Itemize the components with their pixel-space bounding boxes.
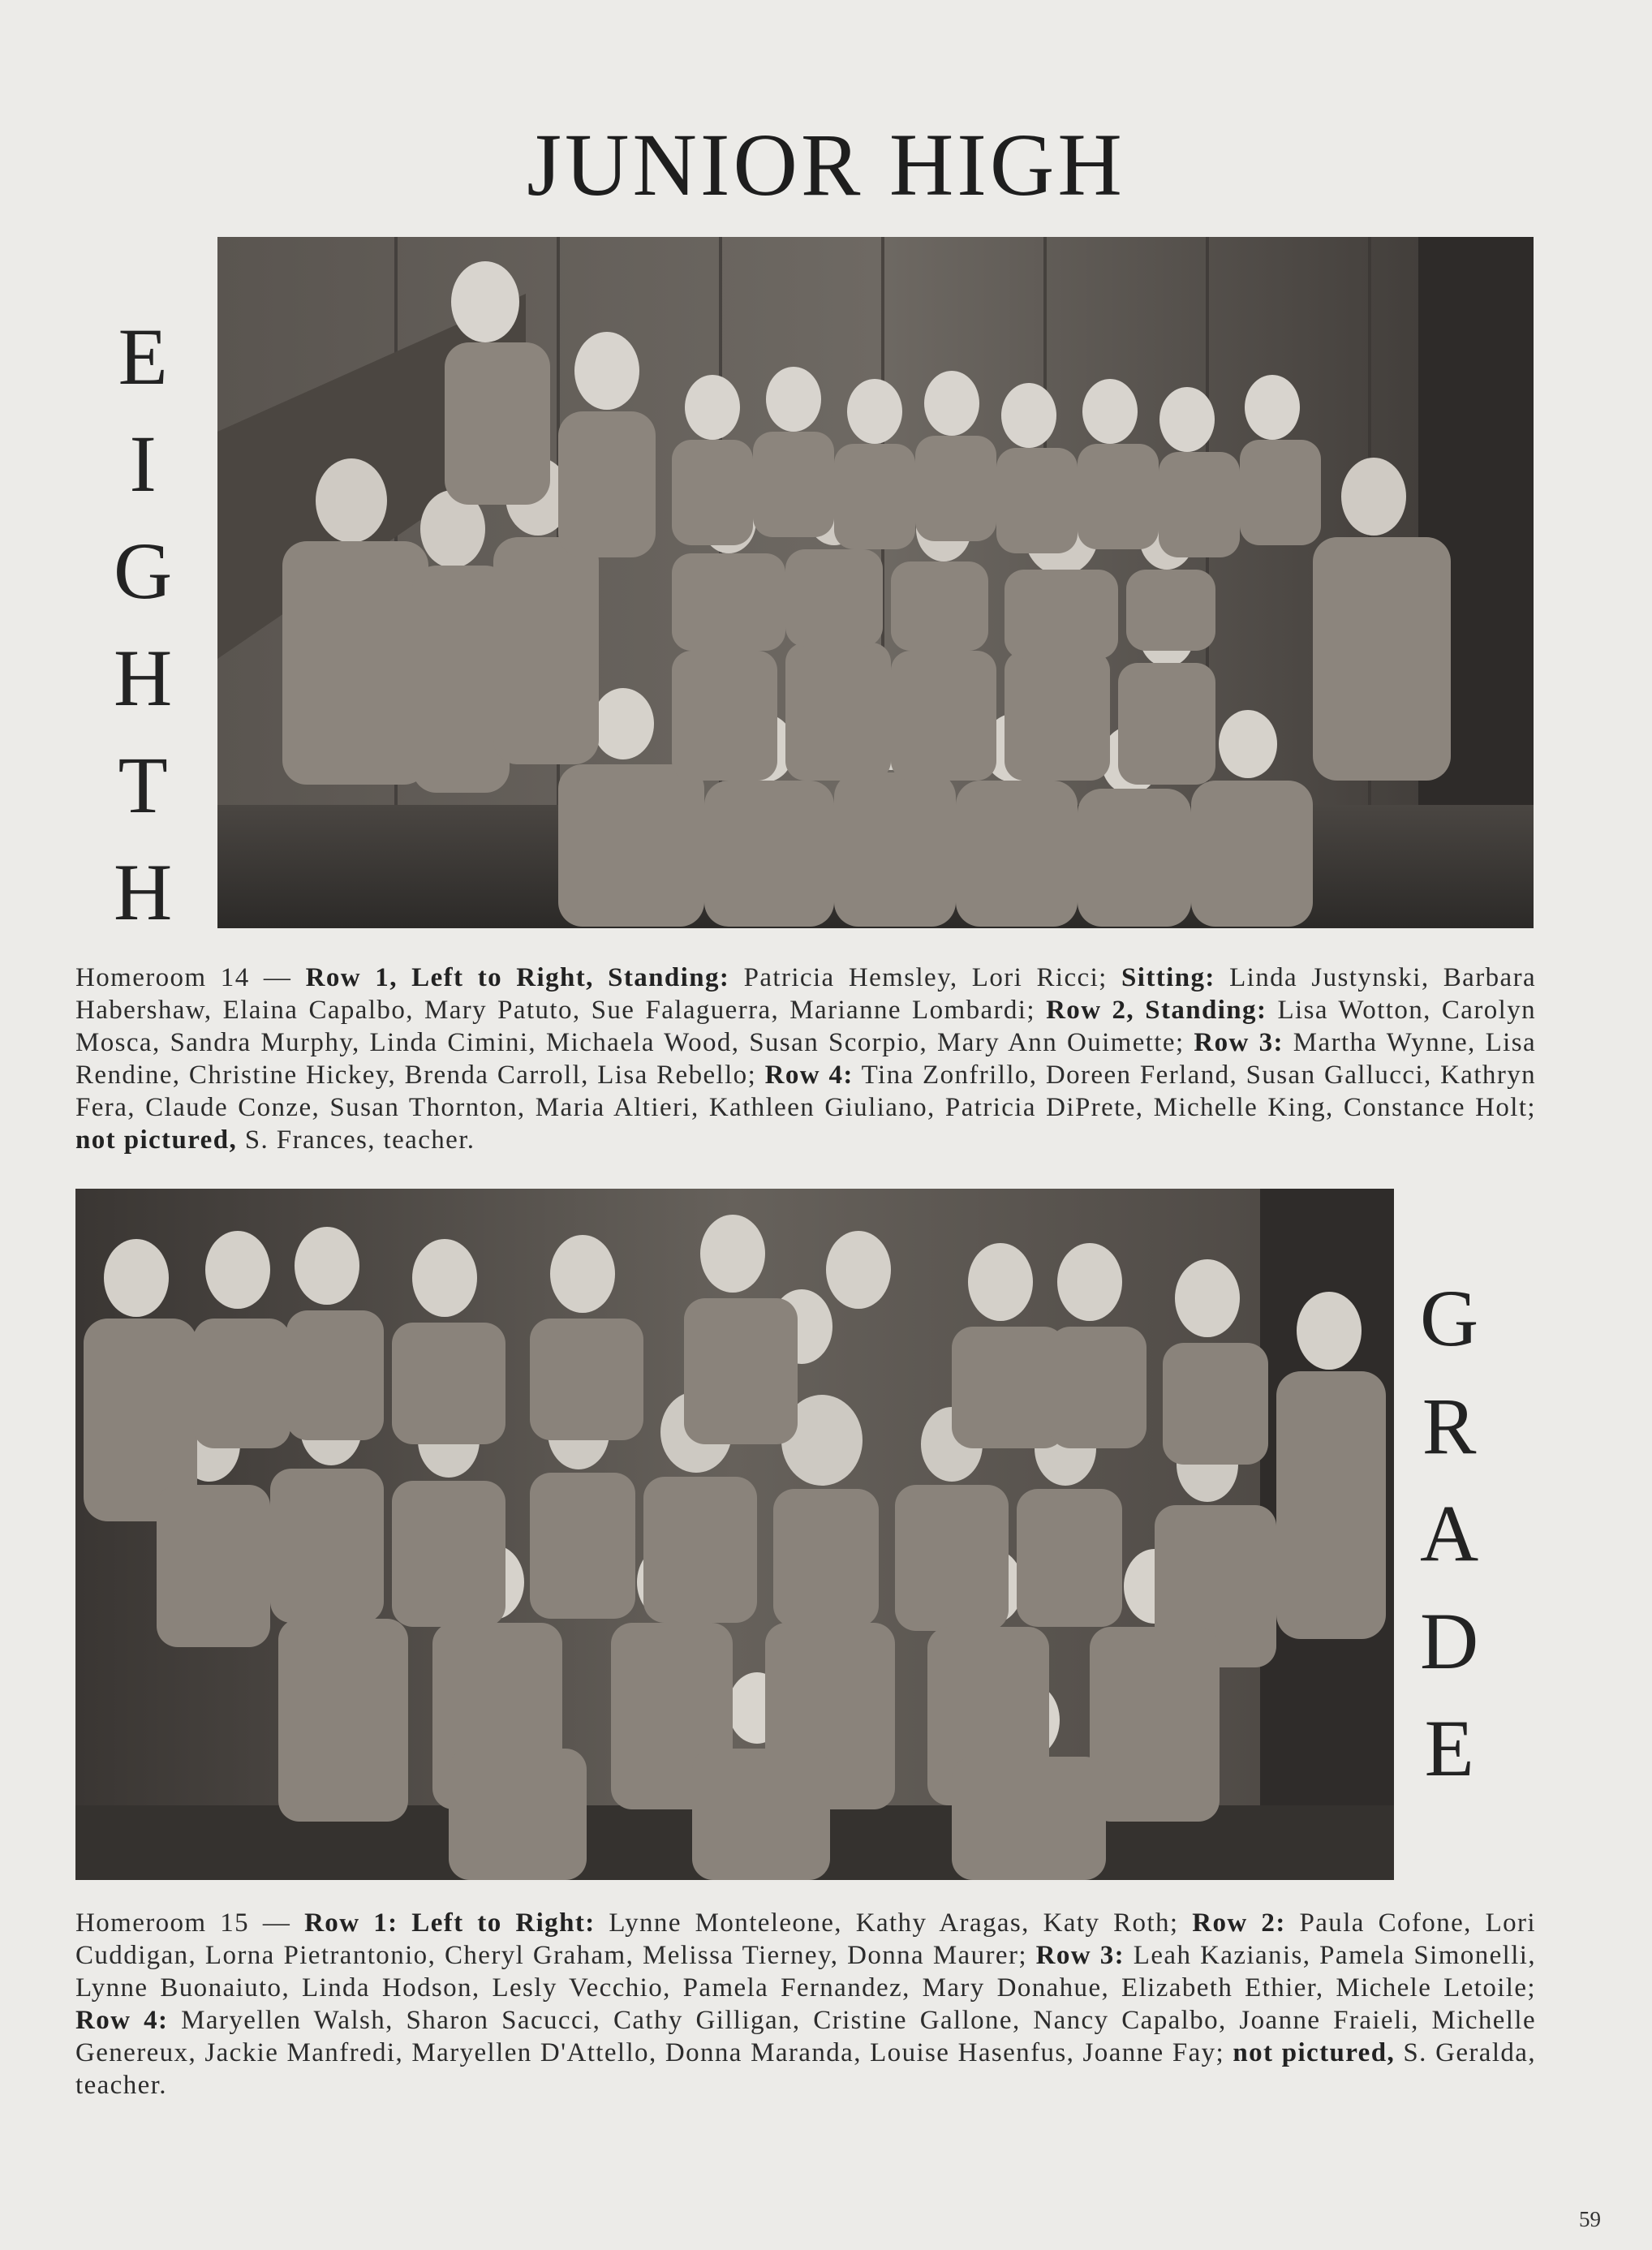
caption-heading: Row 1, Left to Right, Standing: xyxy=(305,963,730,992)
side-letter: E xyxy=(1424,1703,1474,1793)
caption-heading: Row 3: xyxy=(1035,1941,1125,1970)
caption-text: Patricia Hemsley, Lori Ricci; xyxy=(729,963,1122,992)
side-letter: R xyxy=(1422,1380,1477,1471)
side-letter: E xyxy=(118,312,168,402)
homeroom-15-photo xyxy=(75,1189,1394,1880)
homeroom-15-photo-graphic xyxy=(75,1189,1394,1880)
caption-text: S. Frances, teacher. xyxy=(237,1125,475,1155)
caption-text: Lisa Wotton, Carolyn Mosca, Sandra Murphy, Linda Cimini, Michaela Wood, Susan Scorpio, Mary Ann Ouimette; xyxy=(75,996,1537,1057)
homeroom-14-caption xyxy=(75,962,1536,1156)
side-letter: I xyxy=(129,419,157,509)
homeroom-14-photo-graphic xyxy=(217,237,1534,928)
caption-heading: Row 2, Standing: xyxy=(1046,996,1267,1025)
caption-text: Linda Justynski, Barbara Habershaw, Elaina Capalbo, Mary Patuto, Sue Falaguerra, Marianne Lombardi; xyxy=(75,963,1537,1025)
page-title: JUNIOR HIGH xyxy=(527,115,1125,214)
side-letter: D xyxy=(1420,1595,1479,1686)
caption-heading: Row 1: Left to Right: xyxy=(304,1908,596,1938)
caption-text: S. Geralda, teacher. xyxy=(75,2038,1536,2100)
side-letter: G xyxy=(1420,1273,1479,1363)
caption-text: Homeroom 14 — xyxy=(75,963,306,992)
caption-text: Martha Wynne, Lisa Rendine, Christine Hickey, Brenda Carroll, Lisa Rebello; xyxy=(75,1028,1536,1090)
caption-heading: not pictured, xyxy=(1233,2038,1396,2067)
page-number: 59 xyxy=(1579,2207,1601,2231)
side-letter: T xyxy=(118,740,168,830)
caption-text: Tina Zonfrillo, Doreen Ferland, Susan Gallucci, Kathryn Fera, Claude Conze, Susan Thornton, Maria Altieri, Kathleen Giuliano, Patricia DiPrete, Michelle King, Constance Holt; xyxy=(75,1060,1537,1122)
side-letter: G xyxy=(114,526,173,616)
caption-heading: Row 4: xyxy=(764,1060,854,1090)
caption-heading: Row 2: xyxy=(1192,1908,1286,1938)
side-letter: H xyxy=(114,847,173,937)
caption-text: Leah Kazianis, Pamela Simonelli, Lynne Buonaiuto, Linda Hodson, Lesly Vecchio, Pamela Fernandez, Mary Donahue, Elizabeth Ethier, Michele Letoile; xyxy=(75,1941,1537,2003)
caption-heading: Row 4: xyxy=(75,2006,169,2035)
caption-text: Paula Cofone, Lori Cuddigan, Lorna Pietrantonio, Cheryl Graham, Melissa Tierney, Donna Maurer; xyxy=(75,1908,1536,1970)
caption-heading: Row 3: xyxy=(1194,1028,1284,1057)
side-word-grade xyxy=(1420,1273,1479,1793)
homeroom-14-photo xyxy=(217,237,1534,928)
homeroom-15-caption xyxy=(75,1907,1536,2102)
caption-heading: Sitting: xyxy=(1121,963,1215,992)
caption-text: Lynne Monteleone, Kathy Aragas, Katy Roth; xyxy=(595,1908,1193,1938)
caption-heading: not pictured, xyxy=(75,1125,238,1155)
side-word-eighth xyxy=(114,312,173,937)
side-letter: A xyxy=(1420,1488,1479,1578)
caption-text: Maryellen Walsh, Sharon Sacucci, Cathy Gilligan, Cristine Gallone, Nancy Capalbo, Joanne Fraieli, Michelle Genereux, Jackie Manfredi, Maryellen D'Attello, Donna Maranda, Louise Hasenfus, Joanne Fay; xyxy=(75,2006,1536,2067)
caption-text: Homeroom 15 — xyxy=(75,1908,305,1938)
side-letter: H xyxy=(114,633,173,723)
